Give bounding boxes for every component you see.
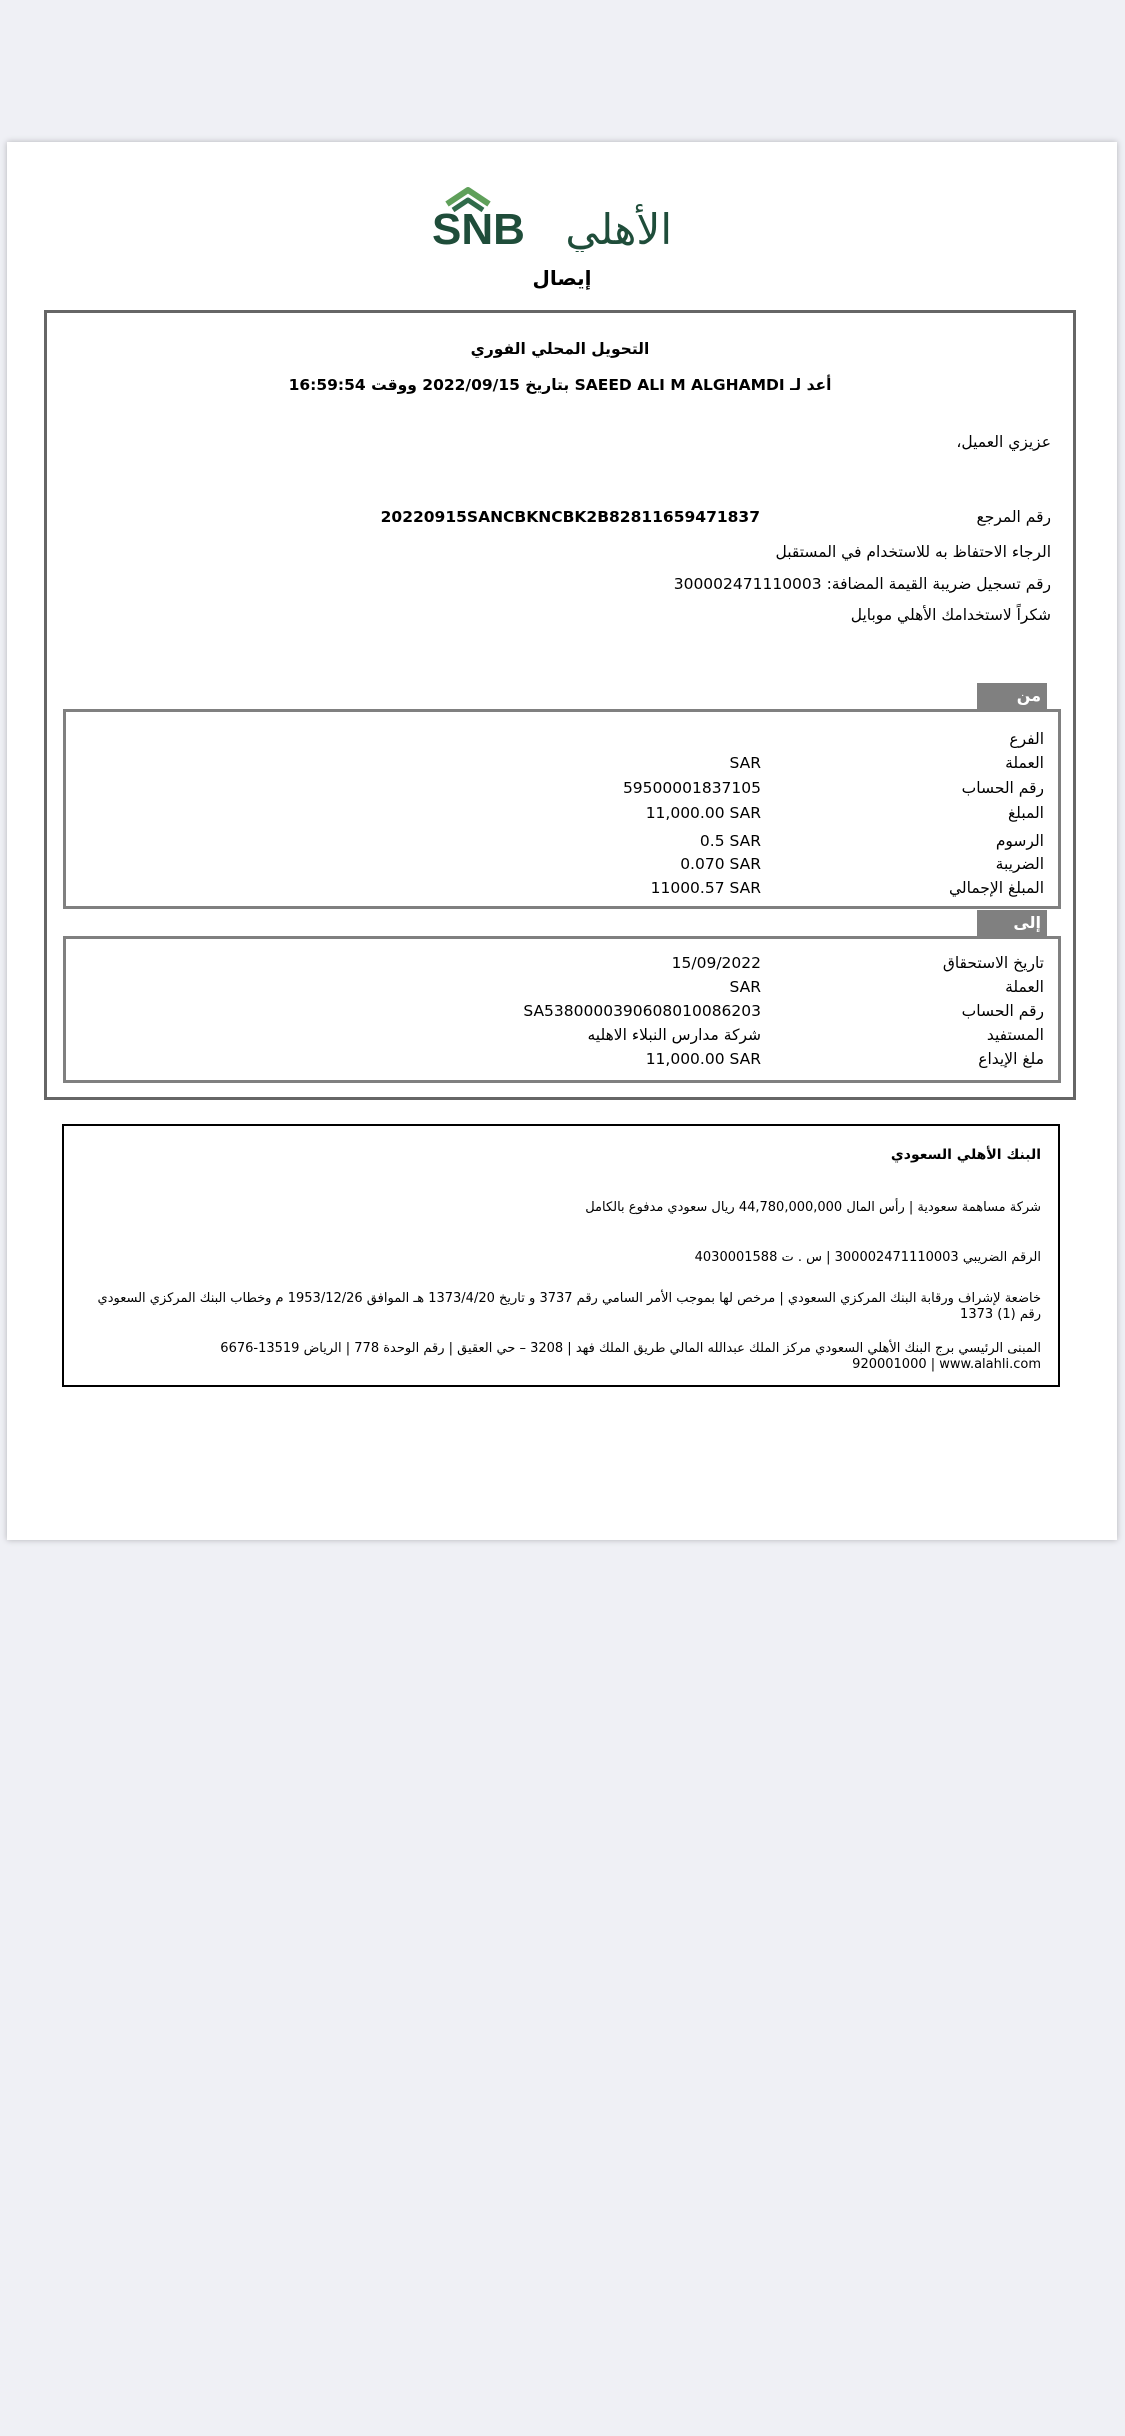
address-line-2: 920001000 | www.alahli.com xyxy=(852,1357,1041,1372)
from-value-amount: 11,000.00 SAR xyxy=(645,804,761,822)
document-title: إيصال xyxy=(532,266,592,290)
from-value-fees: 0.5 SAR xyxy=(699,832,761,850)
to-section-tab: إلى xyxy=(977,910,1047,936)
company-line: شركة مساهمة سعودية | رأس المال 44,780,000,000 ريال سعودي مدفوع بالكامل xyxy=(585,1200,1041,1215)
from-label-fees: الرسوم xyxy=(995,832,1044,850)
to-value-account: SA5380000390608010086203 xyxy=(523,1002,761,1020)
greeting: عزيزي العميل، xyxy=(956,433,1051,451)
snb-logo xyxy=(432,186,682,252)
license-line-1: خاضعة لإشراف ورقابة البنك المركزي السعودي | مرخص لها بموجب الأمر السامي رقم 3737 و تاريخ 1373/4/20 هـ الموافق 1953/12/26 م وخطاب البنك المركزي السعودي xyxy=(97,1291,1041,1306)
license-line-2: رقم (1) 1373 xyxy=(960,1307,1041,1322)
tax-line: الرقم الضريبي 300002471110003 | س . ت 4030001588 xyxy=(694,1250,1041,1265)
from-label-amount: المبلغ xyxy=(1007,804,1044,822)
to-value-due-date: 15/09/2022 xyxy=(671,954,761,972)
from-label-total: المبلغ الإجمالي xyxy=(948,879,1044,897)
to-value-currency: SAR xyxy=(729,978,761,996)
receipt-paper xyxy=(7,142,1117,1540)
thanks-line: شكراً لاستخدامك الأهلي موبايل xyxy=(850,606,1051,624)
reference-value: 20220915SANCBKNCBK2B82811659471837 xyxy=(380,508,760,526)
to-label-currency: العملة xyxy=(1005,978,1044,996)
from-value-currency: SAR xyxy=(729,754,761,772)
from-label-currency: العملة xyxy=(1005,754,1044,772)
bank-name: البنك الأهلي السعودي xyxy=(890,1147,1041,1163)
to-value-beneficiary: شركة مدارس النبلاء الاهليه xyxy=(587,1026,761,1044)
logo-arabic: الأهلي xyxy=(565,205,672,252)
to-section-box xyxy=(63,936,1061,1083)
from-label-branch: الفرع xyxy=(1009,730,1044,748)
from-label-tax: الضريبة xyxy=(995,855,1044,873)
to-label-beneficiary: المستفيد xyxy=(986,1026,1044,1044)
from-value-account: 59500001837105 xyxy=(622,779,761,797)
bank-footer-box xyxy=(62,1124,1060,1387)
reference-label: رقم المرجع xyxy=(976,508,1051,526)
vat-line: رقم تسجيل ضريبة القيمة المضافة: 300002471110003 xyxy=(673,575,1051,593)
from-section-tab: من xyxy=(977,683,1047,709)
logo-latin: SNB xyxy=(432,205,525,252)
from-value-total: 11000.57 SAR xyxy=(650,879,761,897)
from-value-tax: 0.070 SAR xyxy=(680,855,761,873)
to-label-deposit-amount: ملغ الإيداع xyxy=(978,1050,1044,1068)
from-section-box xyxy=(63,709,1061,909)
to-label-due-date: تاريخ الاستحقاق xyxy=(942,954,1044,972)
transfer-type: التحويل المحلي الفوري xyxy=(470,340,650,358)
prepared-for-line: أعد لـ SAEED ALI M ALGHAMDI بتاريخ 2022/09/15 ووقت 16:59:54 xyxy=(288,376,832,394)
address-line-1: المبنى الرئيسي برج البنك الأهلي السعودي مركز الملك عبدالله المالي طريق الملك فهد | 3208 – حي العقيق | رقم الوحدة 778 | الرياض 13519-6676 xyxy=(220,1341,1041,1356)
receipt-details-box xyxy=(44,310,1076,1100)
to-label-account: رقم الحساب xyxy=(961,1002,1044,1020)
to-value-deposit-amount: 11,000.00 SAR xyxy=(645,1050,761,1068)
from-label-account: رقم الحساب xyxy=(961,779,1044,797)
keep-note: الرجاء الاحتفاظ به للاستخدام في المستقبل xyxy=(775,543,1051,561)
